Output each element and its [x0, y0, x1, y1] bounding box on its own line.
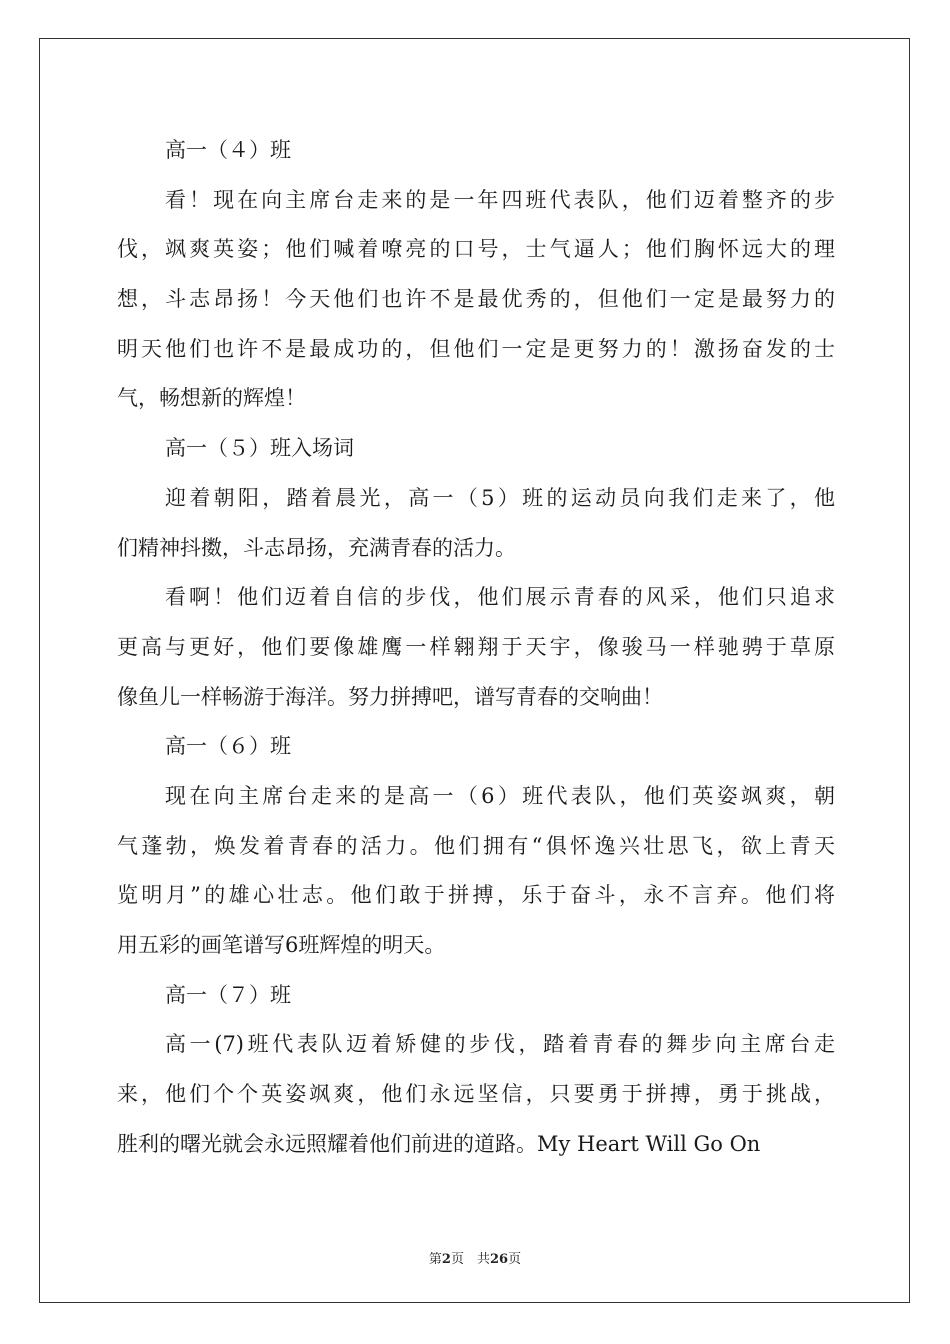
- text-line: 看啊！他们迈着自信的步伐，他们展示青春的风采，他们只追求: [165, 585, 835, 610]
- text-line: 来，他们个个英姿飒爽，他们永远坚信，只要勇于拼搏，勇于挑战，: [117, 1082, 835, 1107]
- text-line: 胜利的曙光就会永远照耀着他们前进的道路。My Heart Will Go On: [117, 1131, 761, 1156]
- text-line: 用五彩的画笔谱写6班辉煌的明天。: [117, 933, 446, 957]
- current-page-number: 2: [441, 1252, 451, 1267]
- text-line: 像鱼儿一样畅游于海洋。努力拼搏吧，谱写青春的交响曲！: [117, 684, 663, 709]
- text-line: 高一（７）班: [165, 982, 291, 1007]
- section-heading: [117, 126, 835, 176]
- section-heading: [117, 971, 835, 1021]
- footer-prefix: 第: [428, 1252, 442, 1267]
- text-line: 看！现在向主席台走来的是一年四班代表队，他们迈着整齐的步: [165, 187, 835, 212]
- document-body: [117, 126, 835, 1169]
- text-line: 高一（４）班: [165, 138, 291, 162]
- text-line: 高一（５）班入场词: [165, 436, 354, 461]
- paragraph: [117, 772, 835, 971]
- text-line: 迎着朝阳，踏着晨光，高一（5）班的运动员向我们走来了，他: [165, 485, 835, 510]
- paragraph: [117, 1020, 835, 1169]
- text-line: 览明月”的雄心壮志。他们敢于拼搏，乐于奋斗，永不言弃。他们将: [117, 883, 835, 908]
- text-line: 更高与更好，他们要像雄鹰一样翱翔于天宇，像骏马一样驰骋于草原: [117, 634, 835, 659]
- text-line: 想，斗志昂扬！今天他们也许不是最优秀的，但他们一定是最努力的: [117, 287, 835, 312]
- total-page-count: 26: [489, 1252, 509, 1267]
- paragraph: [117, 573, 835, 722]
- footer-suffix: 页: [508, 1252, 522, 1267]
- paragraph: [117, 474, 835, 573]
- footer-mid: 页 共: [450, 1252, 490, 1267]
- section-heading: [117, 722, 835, 772]
- text-line: 现在向主席台走来的是高一（6）班代表队，他们英姿飒爽，朝: [165, 783, 835, 808]
- section-heading: [117, 424, 835, 474]
- text-line: 高一(7)班代表队迈着矫健的步伐，踏着青春的舞步向主席台走: [165, 1032, 835, 1057]
- text-line: 气，畅想新的辉煌！: [117, 386, 306, 411]
- text-line: 伐，飒爽英姿；他们喊着嘹亮的口号，士气逼人；他们胸怀远大的理: [117, 237, 835, 262]
- paragraph: [117, 176, 835, 424]
- text-line: 气蓬勃，焕发着青春的活力。他们拥有“俱怀逸兴壮思飞，欲上青天: [117, 833, 835, 858]
- text-line: 们精神抖擞，斗志昂扬，充满青春的活力。: [117, 535, 516, 560]
- page-footer: [0, 1248, 950, 1267]
- text-line: 高一（６）班: [165, 734, 291, 759]
- text-line: 明天他们也许不是最成功的，但他们一定是更努力的！激扬奋发的士: [117, 336, 835, 361]
